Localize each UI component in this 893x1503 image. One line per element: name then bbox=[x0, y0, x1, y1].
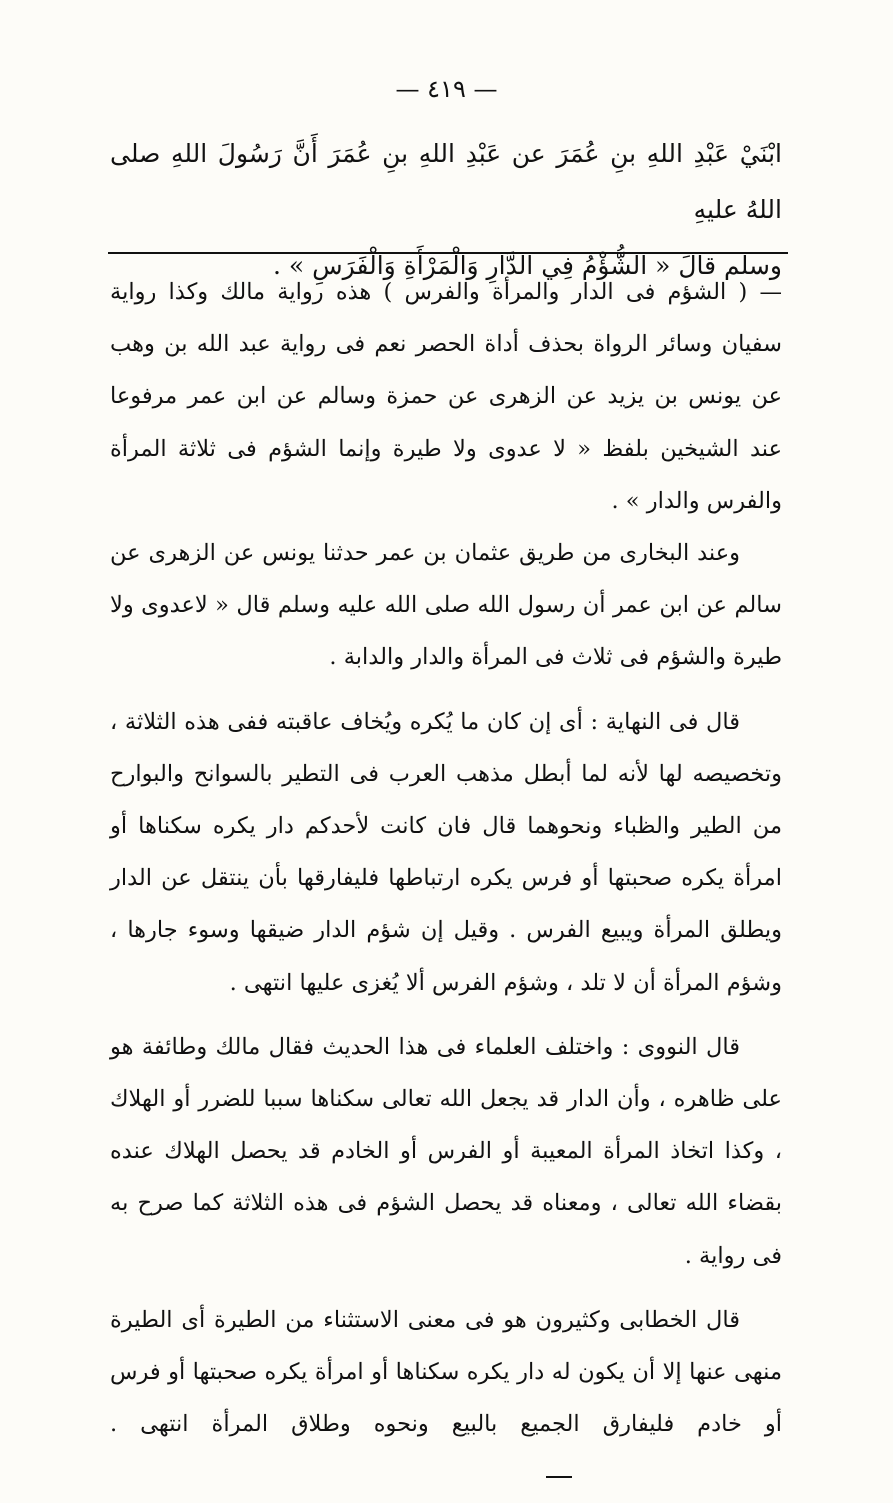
commentary-paragraph: وعند البخارى من طريق عثمان بن عمر حدثنا يونس عن الزهرى عن سالم عن ابن عمر أن رسول الله صلى الله عليه وسلم قال « لاعدوى ولا طيرة والشؤم فى ثلاث فى المرأة والدار والدابة . bbox=[110, 540, 782, 671]
hadith-line: ابْنَيْ عَبْدِ اللهِ بنِ عُمَرَ عن عَبْدِ اللهِ بنِ عُمَرَ أَنَّ رَسُولَ اللهِ صلى اللهُ عليهِ bbox=[110, 139, 782, 224]
page-number: — ٤١٩ — bbox=[395, 75, 498, 103]
commentary-paragraph: قال الخطابى وكثيرون هو فى معنى الاستثناء من الطيرة أى الطيرة منهى عنها إلا أن يكون له دار يكره سكناها أو امرأة يكره صحبتها أو فرس أو خادم فليفارق الجميع بالبيع ونحوه وطلاق المرأة انتهى . bbox=[110, 1294, 782, 1503]
commentary-paragraph: — ( الشؤم فى الدار والمرأة والفرس ) هذه رواية مالك وكذا رواية سفيان وسائر الرواة بحذف أداة الحصر نعم فى رواية عبد الله بن وهب عن يونس بن يزيد عن الزهرى عن حمزة وسالم عن ابن عمر مرفوعا عند الشيخين بلفظ « لا عدوى ولا طيرة وإنما الشؤم فى ثلاثة المرأة والفرس والدار » . bbox=[110, 279, 782, 514]
hadith-line: وسلم قالَ « الشُّؤْمُ فِي الدَّارِ وَالْمَرْأَةِ وَالْفَرَسِ » . bbox=[273, 251, 782, 280]
commentary-text bbox=[110, 266, 782, 1503]
separator-rule bbox=[108, 252, 788, 254]
commentary-paragraph: قال النووى : واختلف العلماء فى هذا الحديث فقال مالك وطائفة هو على ظاهره ، وأن الدار قد يجعل الله تعالى سكناها سببا للضرر أو الهلاك ، وكذا اتخاذ المرأة المعيبة أو الفرس أو الخادم قد يحصل الهلاك عنده بقضاء الله تعالى ، ومعناه قد يحصل الشؤم فى هذه الثلاثة كما صرح به فى رواية . bbox=[110, 1033, 782, 1269]
commentary-paragraph: قال فى النهاية : أى إن كان ما يُكره ويُخاف عاقبته ففى هذه الثلاثة ، وتخصيصه لها لأنه لما أبطل مذهب العرب فى التطير بالسوانح والبوارح من الطير والظباء ونحوهما قال فان كانت لأحدكم دار يكره سكناها أو امرأة يكره صحبتها أو فرس يكره ارتباطها فليفارقها بأن ينتقل عن الدار ويطلق المرأة ويبيع الفرس . وقيل إن شؤم الدار ضيقها وسوء جارها ، وشؤم المرأة أن لا تلد ، وشؤم الفرس ألا يُغزى عليها انتهى . bbox=[110, 708, 782, 996]
